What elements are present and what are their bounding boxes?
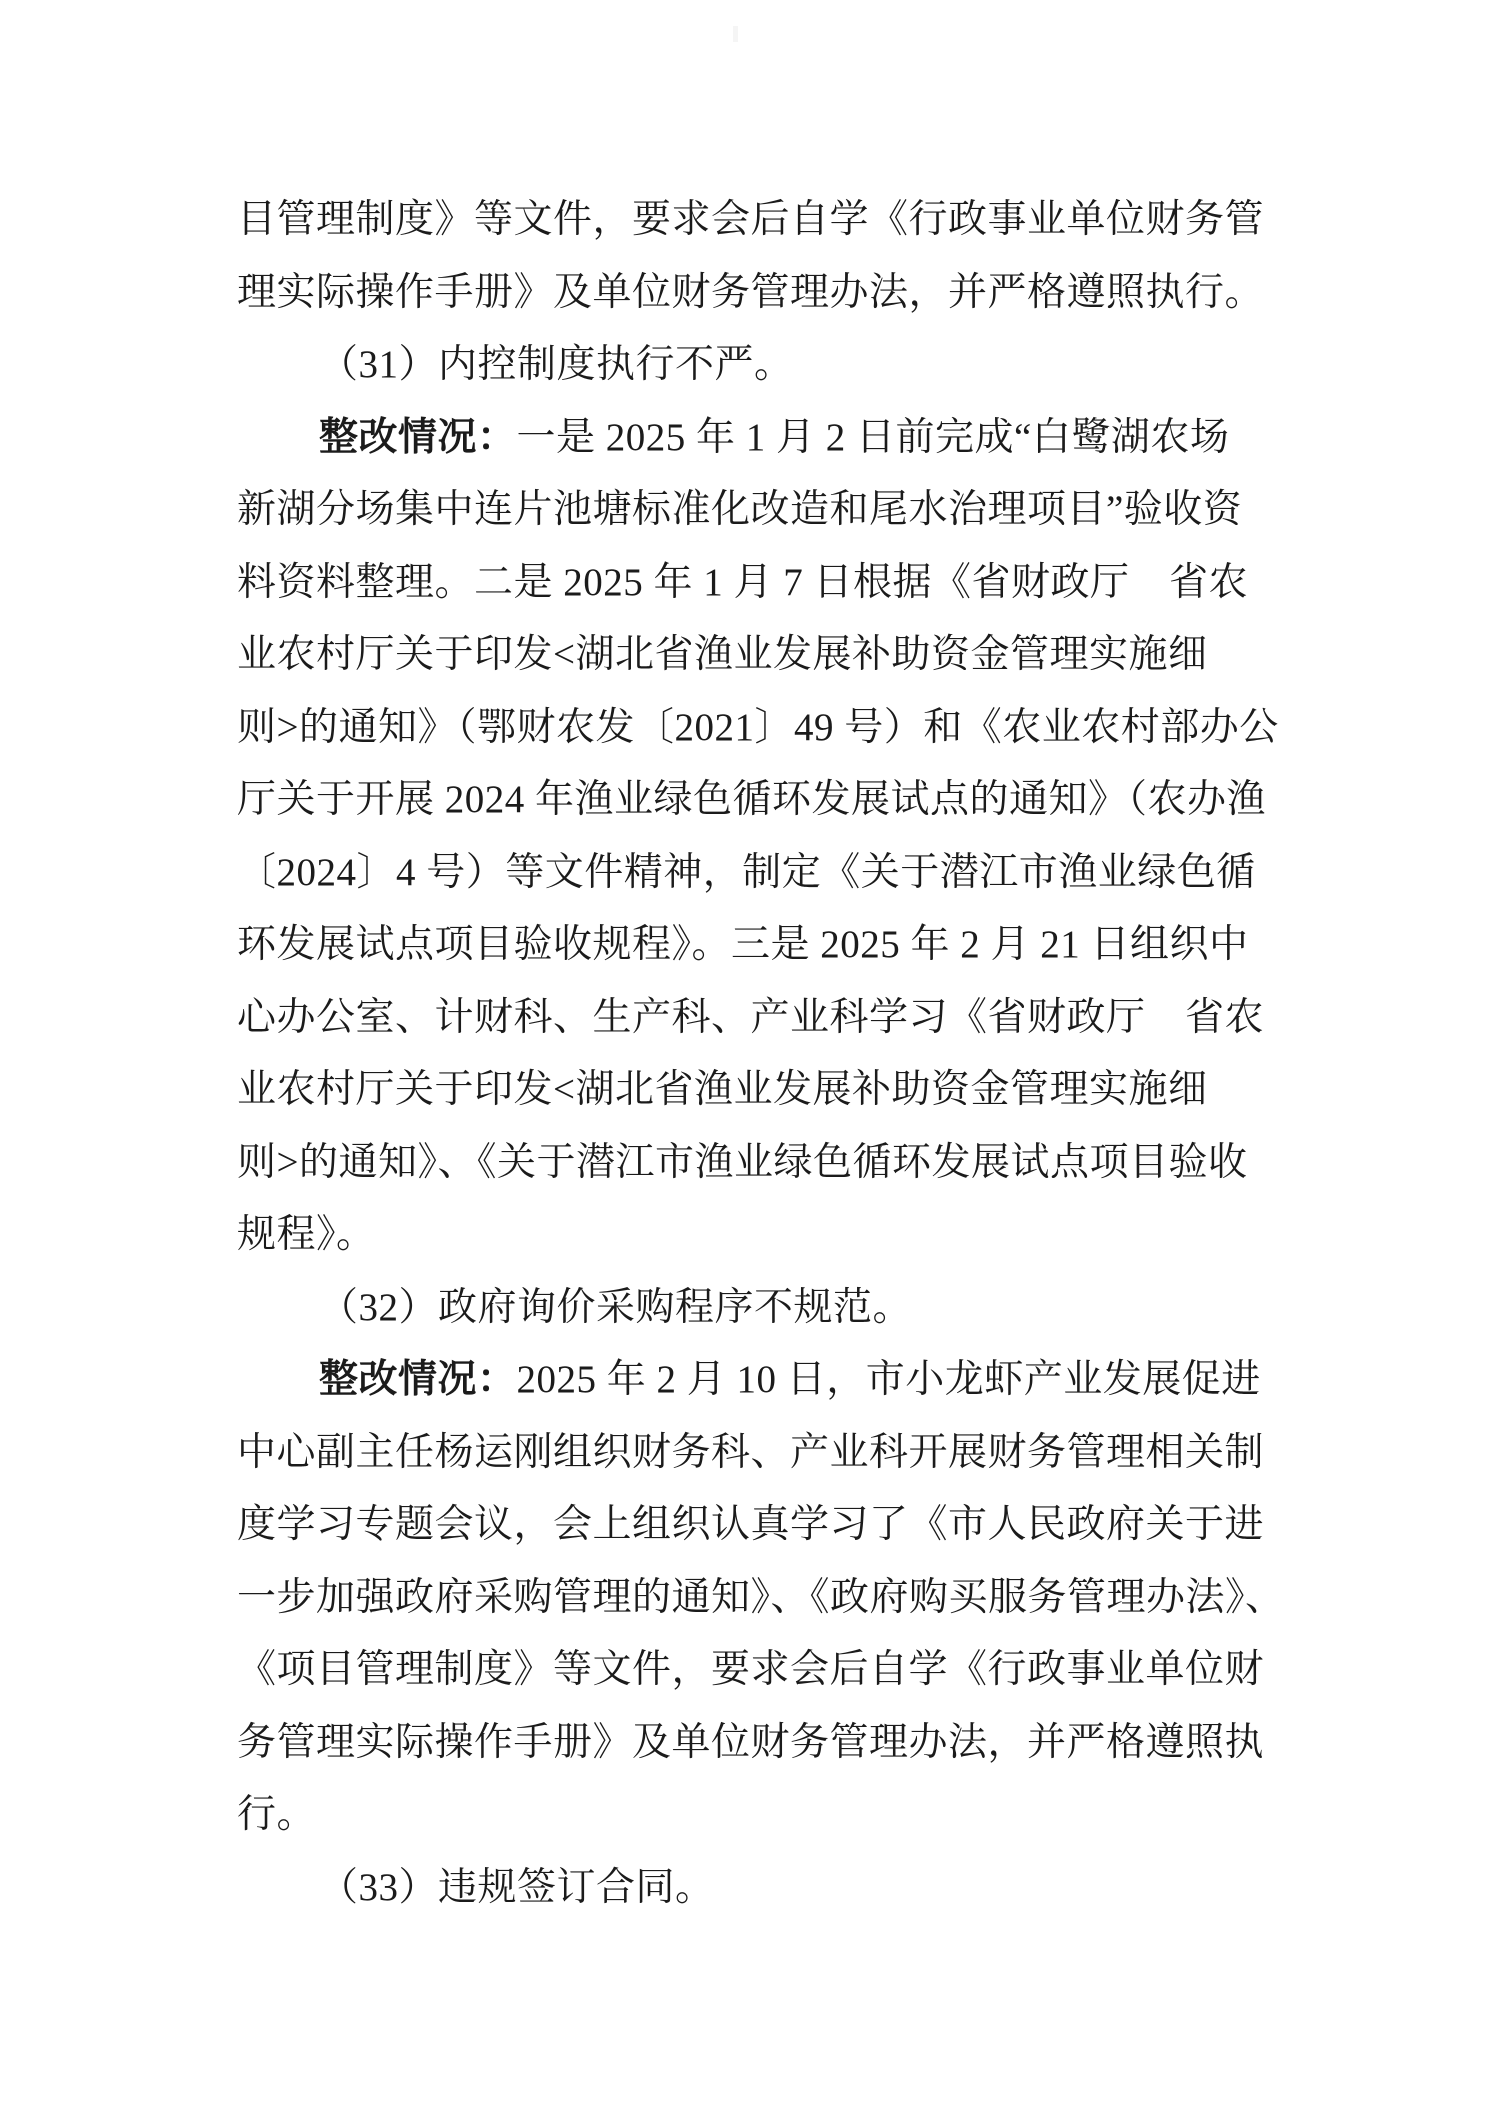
text-line: 新湖分场集中连片池塘标准化改造和尾水治理项目”验收资: [237, 488, 1243, 531]
text-line: 规程》。: [237, 1213, 376, 1256]
text-line-body: 一是 2025 年 1 月 2 日前完成“白鹭湖农场: [516, 415, 1230, 459]
text-line: [237, 402, 1307, 475]
text-line: 行。: [237, 1793, 317, 1836]
text-line: 中心副主任杨运刚组织财务科、产业科开展财务管理相关制: [237, 1430, 1265, 1474]
text-line: 料资料整理。二是 2025 年 1 月 7 日根据《省财政厅 省农: [237, 560, 1249, 604]
text-line: 厅关于开展 2024 年渔业绿色循环发展试点的通知》（农办渔: [237, 778, 1267, 821]
text-line: 《项目管理制度》等文件，要求会后自学《行政事业单位财: [237, 1648, 1265, 1691]
scan-artifact: [733, 26, 738, 42]
rectification-status-label: 整改情况：: [319, 1358, 517, 1401]
item-31-heading: （31）内控制度执行不严。: [319, 343, 794, 386]
text-line: 目管理制度》等文件，要求会后自学《行政事业单位财务管: [237, 198, 1265, 241]
text-line: 则>的通知》（鄂财农发〔2021〕49 号）和《农业农村部办公: [237, 705, 1279, 749]
text-line: 心办公室、计财科、生产科、产业科学习《省财政厅 省农: [237, 995, 1265, 1039]
text-line: 度学习专题会议，会上组织认真学习了《市人民政府关于进: [237, 1503, 1265, 1546]
text-line: 业农村厅关于印发<湖北省渔业发展补助资金管理实施细: [237, 633, 1208, 676]
text-line: 环发展试点项目验收规程》。三是 2025 年 2 月 21 日组织中: [237, 923, 1249, 966]
text-line: 业农村厅关于印发<湖北省渔业发展补助资金管理实施细: [237, 1068, 1208, 1111]
text-line: 理实际操作手册》及单位财务管理办法，并严格遵照执行。: [237, 270, 1265, 314]
rectification-status-label: 整改情况：: [319, 415, 517, 459]
text-line: 务管理实际操作手册》及单位财务管理办法，并严格遵照执: [237, 1720, 1265, 1764]
item-32-heading: （32）政府询价采购程序不规范。: [319, 1285, 913, 1329]
text-line: 〔2024〕4 号）等文件精神，制定《关于潜江市渔业绿色循: [237, 850, 1256, 894]
item-33-heading: （33）违规签订合同。: [319, 1865, 715, 1909]
text-line: 一步加强政府采购管理的通知》、《政府购买服务管理办法》、: [237, 1575, 1285, 1619]
text-line: [237, 1344, 1307, 1417]
document-text-block: [237, 184, 1307, 1924]
text-line: 则>的通知》、《关于潜江市渔业绿色循环发展试点项目验收: [237, 1140, 1248, 1184]
text-line-body: 2025 年 2 月 10 日，市小龙虾产业发展促进: [516, 1358, 1261, 1401]
